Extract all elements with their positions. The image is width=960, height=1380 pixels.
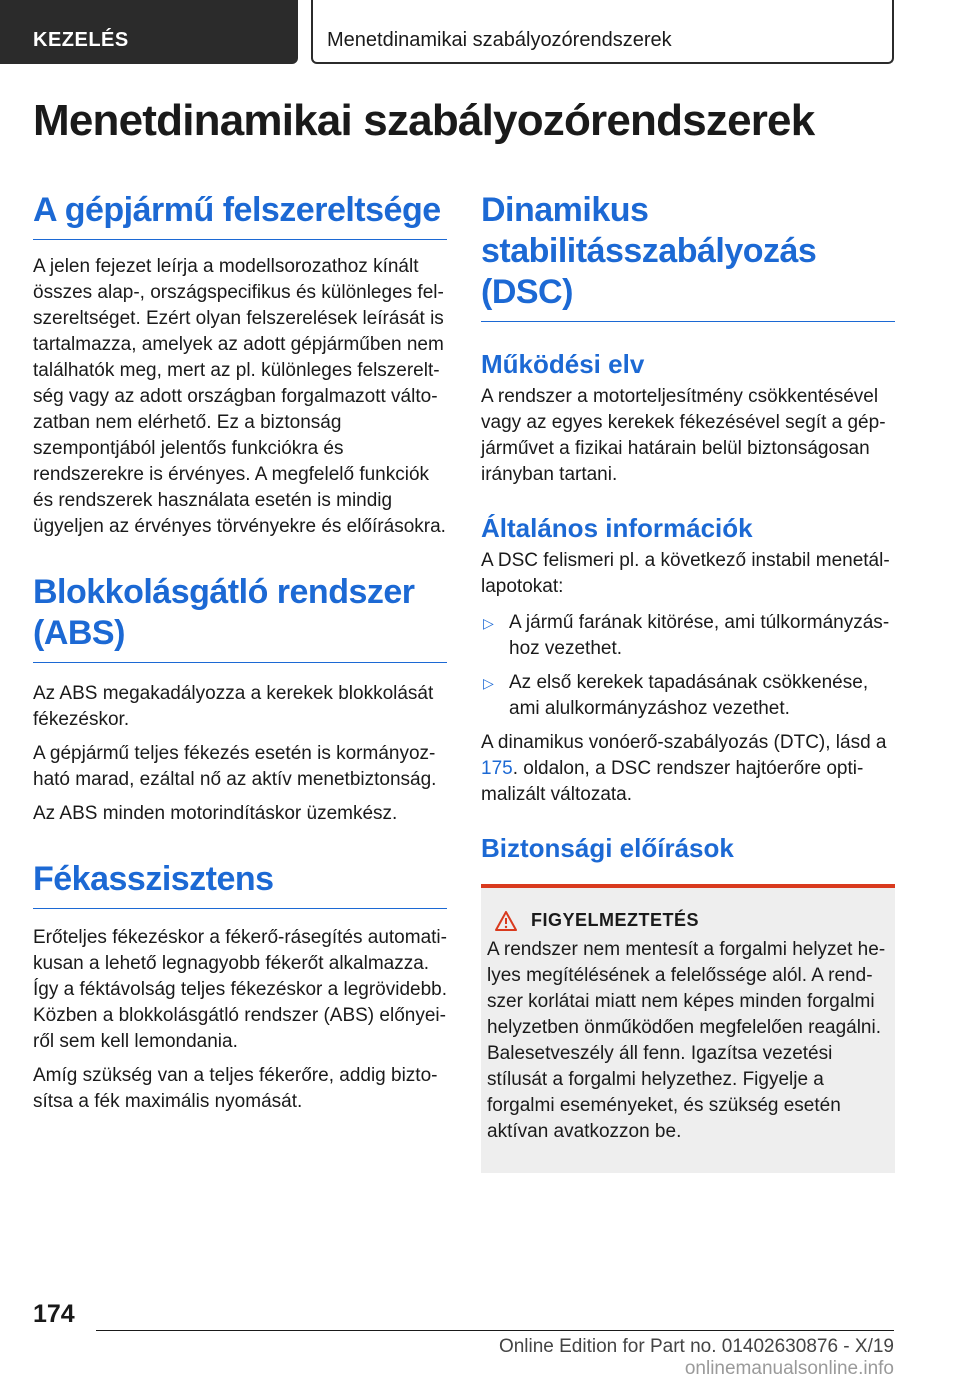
warning-title: FIGYELMEZTETÉS <box>531 910 700 930</box>
right-column <box>481 190 895 1173</box>
brake-assist-paragraph: Amíg szükség van a teljes fékerőre, addig biztosítsa a fék maximális nyomását. <box>33 1065 438 1112</box>
page-number: 174 <box>33 1300 75 1328</box>
page-link[interactable]: 175 <box>481 758 513 779</box>
dsc-heading: Dinamikus stabilitásszabályozás (DSC) <box>481 190 895 322</box>
principle-heading: Működési elv <box>481 349 645 379</box>
warning-triangle-icon <box>495 911 517 931</box>
general-intro: A DSC felismeri pl. a következő instabil menetállapotokat: <box>481 550 890 597</box>
page-title: Menetdinamikai szabályozórendszerek <box>33 96 815 145</box>
footer-divider <box>96 1330 894 1331</box>
footer-edition: Online Edition for Part no. 01402630876 - X/19 onlinemanualsonline.info <box>498 1336 894 1379</box>
warning-title-row <box>495 910 887 931</box>
list-item: ▷ Az első kerekek tapadásának csökkenése, ami alulkormányzáshoz vezethet. <box>483 672 869 719</box>
instability-list <box>481 610 895 722</box>
abs-heading: Blokkolásgátló rendszer (ABS) <box>33 572 447 663</box>
warning-text: A rendszer nem mentesít a forgalmi helyzet helyes megítélésének a felelőssége alól. A rendszer korlátai miatt nem képes minden forgalmi helyzetben önműködően megfelelően reagálni. Balesetveszély áll fenn. Igazítsa vezetési stílusát a forgalmi helyzethez. Figyelje a forgalmi eseményeket, és szükség esetén aktívan avatkozzon be. <box>487 939 886 1142</box>
principle-text: A rendszer a motorteljesítmény csökkentésével vagy az egyes kerekek fékezésével segít a gépjárművet a fizikai határain belül biztonságosan irányban tartani. <box>481 386 886 485</box>
dtc-reference: A dinamikus vonóerő-szabályozás (DTC), lásd a 175. oldalon, a DSC rendszer hajtóerőre optimalizált változata. <box>481 732 887 805</box>
safety-heading: Biztonsági előírások <box>481 833 734 863</box>
left-column <box>33 190 447 1115</box>
triangle-bullet-icon: ▷ <box>483 675 494 691</box>
abs-paragraph: Az ABS minden motorindításkor üzemkész. <box>33 803 398 824</box>
header-chapter-box <box>311 0 894 64</box>
list-item: ▷ A jármű farának kitörése, ami túlkormányzáshoz vezethet. <box>483 612 890 659</box>
equipment-heading: A gépjármű felszereltsége <box>33 190 447 240</box>
general-heading: Általános információk <box>481 513 753 543</box>
equipment-text: A jelen fejezet leírja a modellsorozathoz kínált összes alap-, országspecifikus és különleges felszereltséget. Ezért olyan felszerelések leírását is tartalmazza, amelyek az adott gépjárműben nem találhatók meg, mert az pl. különleges felszereltség vagy az adott országban forgalmazott változatban nem elérhető. Ez a biztonság szempontjából jelentős funkciókra és rendszerekre is érvényes. A megfelelő funkciók és rendszerek használata esetén is mindig ügyeljen az érvényes törvényekre és előírásokra. <box>33 256 446 537</box>
abs-paragraph: A gépjármű teljes fékezés esetén is kormányozható marad, ezáltal nő az aktív menetbiztonság. <box>33 743 437 790</box>
footer-watermark: onlinemanualsonline.info <box>684 1358 894 1379</box>
triangle-bullet-icon: ▷ <box>483 615 494 631</box>
header-chapter-label: Menetdinamikai szabályozórendszerek <box>327 29 672 51</box>
abs-paragraph: Az ABS megakadályozza a kerekek blokkolását fékezéskor. <box>33 683 434 730</box>
brake-assist-paragraph: Erőteljes fékezéskor a fékerő-rásegítés automatikusan a lehető legnagyobb fékerőt alkalmazza. Így a féktávolság teljes fékezéskor a legrövidebb. Közben a blokkolásgátló rendszer (ABS) előnyeiről sem kell lemondania. <box>33 927 448 1052</box>
header-section-tab <box>0 0 298 64</box>
header-section-label: KEZELÉS <box>33 29 129 51</box>
warning-box <box>481 884 895 1173</box>
brake-assist-heading: Fékasszisztens <box>33 859 447 909</box>
